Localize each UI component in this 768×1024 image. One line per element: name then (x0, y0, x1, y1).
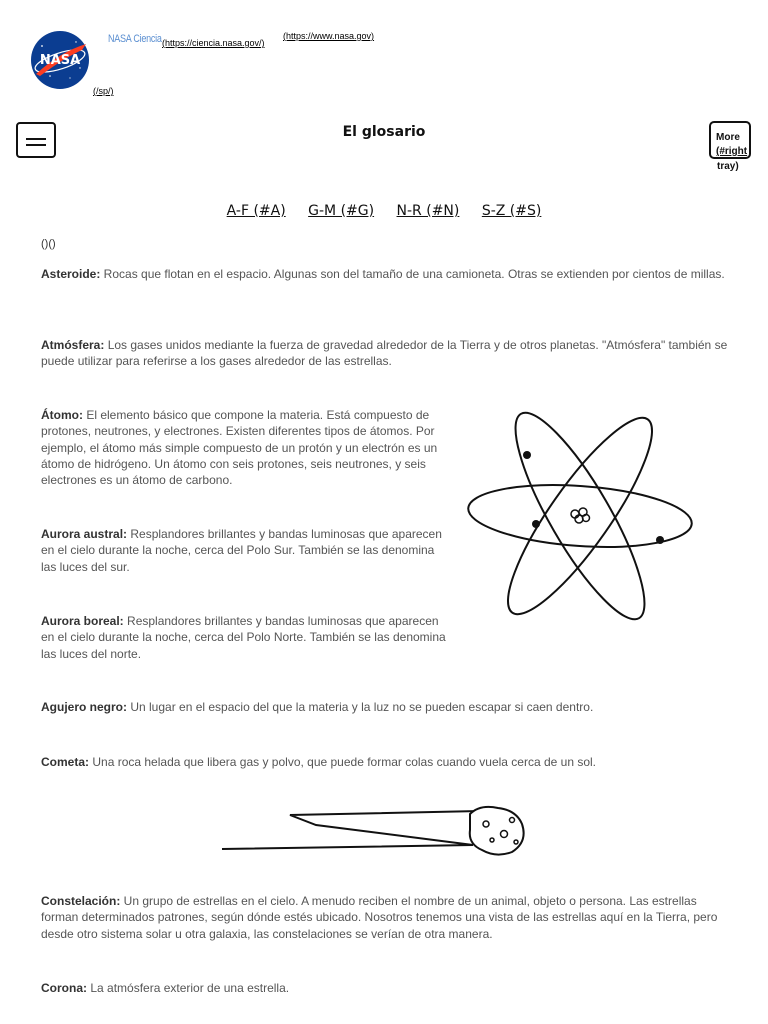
glossary-entry-cometa (41, 754, 731, 770)
definition: Resplandores brillantes y bandas luminosas que aparecen en el cielo durante la noche, cerca del Polo Sur. También se las denomina las luces del sur. (41, 527, 442, 574)
anchor-marks: ()() (41, 238, 56, 250)
glossary-entry-atmosfera (41, 337, 731, 370)
term: Corona: (41, 981, 87, 995)
more-tray-label[interactable]: tray) (717, 161, 739, 172)
letter-link-n-r[interactable]: N-R (#N) (396, 203, 460, 219)
glossary-entry-corona (41, 980, 731, 996)
glossary-entry-atomo (41, 407, 451, 488)
definition: Una roca helada que libera gas y polvo, que puede formar colas cuando vuela cerca de un sol. (89, 755, 597, 769)
more-label[interactable]: More (716, 132, 740, 143)
glossary-entry-constelacion (41, 893, 731, 942)
letter-link-a-f[interactable]: A-F (#A) (226, 203, 286, 219)
svg-text:NASA: NASA (39, 53, 81, 68)
definition: Los gases unidos mediante la fuerza de gravedad alrededor de la Tierra y de otros planetas. "Atmósfera" también se puede utilizar para referirse a los gases alrededor de las estrellas. (41, 338, 728, 369)
glossary-entry-aurora-austral (41, 526, 451, 575)
nasa-logo-icon[interactable] (30, 30, 90, 90)
letter-link-g-m[interactable]: G-M (#G) (308, 203, 375, 219)
term: Cometa: (41, 755, 90, 769)
hamburger-icon-bar (26, 144, 46, 146)
definition: Un grupo de estrellas en el cielo. A menudo reciben el nombre de un animal, objeto o persona. Las estrellas forman determinados patrones, según dónde estés ubicado. Nosotros tenemos una vista de las estrellas aquí en la Tierra, pero desde otro sistema solar u otra galaxia, las constelaciones se verían de otra manera. (41, 894, 718, 941)
glossary-entry-agujero-negro (41, 699, 731, 715)
definition: Rocas que flotan en el espacio. Algunas son del tamaño de una camioneta. Otras se extienden por cientos de millas. (100, 267, 725, 281)
term: Aurora boreal: (41, 614, 124, 628)
term: Agujero negro: (41, 700, 127, 714)
more-tray-link[interactable]: (#right (716, 146, 748, 157)
letter-nav (0, 203, 768, 219)
glossary-entry-aurora-boreal (41, 613, 451, 662)
letter-link-s-z[interactable]: S-Z (#S) (481, 203, 542, 219)
definition: La atmósfera exterior de una estrella. (87, 981, 290, 995)
ciencia-url-link[interactable]: (https://ciencia.nasa.gov/) (162, 38, 265, 48)
definition: El elemento básico que compone la materia. Está compuesto de protones, neutrones, y electrones. Existen diferentes tipos de átomos. Por ejemplo, el átomo más simple compuesto de un protón y un electrón es un átomo de hidrógeno. Un átomo con seis protones, seis neutrones, y seis electrones es un átomo de carbono. (41, 408, 438, 488)
sp-url-link[interactable]: (/sp/) (93, 86, 114, 96)
term: Constelación: (41, 894, 121, 908)
atom-illustration-icon (465, 408, 695, 628)
term: Asteroide: (41, 267, 101, 281)
nasa-url-link[interactable]: (https://www.nasa.gov) (283, 31, 375, 41)
glossary-entry-asteroide (41, 266, 731, 282)
term: Átomo: (41, 408, 83, 422)
term: Atmósfera: (41, 338, 105, 352)
definition: Resplandores brillantes y bandas luminosas que aparecen en el cielo durante la noche, cerca del Polo Norte. También se las denomina las luces del norte. (41, 614, 446, 661)
term: Aurora austral: (41, 527, 128, 541)
definition: Un lugar en el espacio del que la materia y la luz no se pueden escapar si caen dentro. (127, 700, 594, 714)
page-title: El glosario (342, 124, 426, 140)
comet-illustration-icon (218, 800, 530, 862)
brand-link[interactable]: NASA Ciencia (108, 33, 162, 45)
